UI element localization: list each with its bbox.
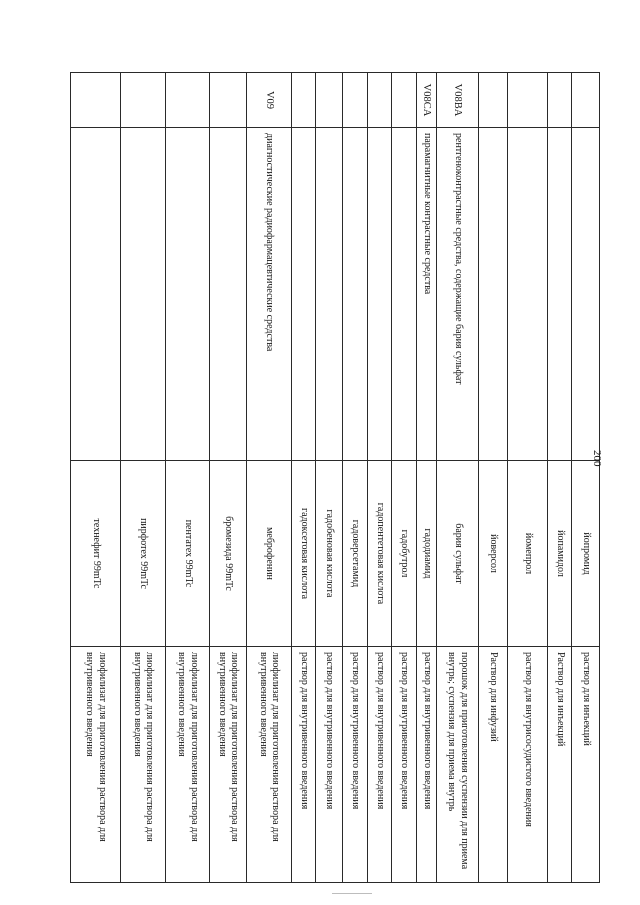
drug-name-cell: йопамидол: [548, 461, 572, 647]
dosage-form-cell: лиофилизат для приготовления раствора для внутривенного введения: [210, 647, 247, 883]
table-row: [437, 73, 479, 883]
table-row: [316, 73, 343, 883]
drug-name-cell: гадоверсетамид: [343, 461, 368, 647]
dosage-form-cell: раствор для внутрисосудистого введения: [508, 647, 548, 883]
table-row: [479, 73, 508, 883]
code-cell: [292, 73, 316, 128]
code-cell: V08CA: [417, 73, 437, 128]
table-row: [368, 73, 392, 883]
dosage-form-cell: лиофилизат для приготовления раствора для внутривенного введения: [121, 647, 166, 883]
rotated-page: [82, 72, 600, 882]
drug-name-cell: йопромид: [572, 461, 600, 647]
group-cell: [548, 128, 572, 461]
group-cell: [343, 128, 368, 461]
drug-name-cell: гадобеновая кислота: [316, 461, 343, 647]
group-cell: [392, 128, 417, 461]
drug-name-cell: бромезида 99mTc: [210, 461, 247, 647]
dosage-form-cell: раствор для инъекций: [572, 647, 600, 883]
code-cell: [121, 73, 166, 128]
dosage-form-cell: раствор для внутривенного введения: [392, 647, 417, 883]
code-cell: [479, 73, 508, 128]
code-cell: [572, 73, 600, 128]
dosage-form-cell: лиофилизат для приготовления раствора для внутривенного введения: [247, 647, 292, 883]
drug-table: [70, 72, 600, 883]
dosage-form-cell: раствор для внутривенного введения: [417, 647, 437, 883]
table-row: [417, 73, 437, 883]
drug-name-cell: меброфенин: [247, 461, 292, 647]
scan-edge-mark: [332, 893, 372, 894]
drug-name-cell: йоверсол: [479, 461, 508, 647]
drug-name-cell: гадоксетовая кислота: [292, 461, 316, 647]
code-cell: V08BA: [437, 73, 479, 128]
drug-name-cell: пирфотех 99mTc: [121, 461, 166, 647]
table-row: [572, 73, 600, 883]
drug-name-cell: бария сульфат: [437, 461, 479, 647]
group-cell: парамагнитные контрастные средства: [417, 128, 437, 461]
drug-name-cell: йомепрол: [508, 461, 548, 647]
group-cell: [71, 128, 121, 461]
table-row: [166, 73, 210, 883]
table-row: [247, 73, 292, 883]
table-row: [210, 73, 247, 883]
dosage-form-cell: порошок для приготовления суспензии для приема внутрь; суспензия для приема внутрь: [437, 647, 479, 883]
group-cell: [210, 128, 247, 461]
code-cell: [508, 73, 548, 128]
group-cell: [368, 128, 392, 461]
group-cell: рентгеноконтрастные средства, содержащие бария сульфат: [437, 128, 479, 461]
dosage-form-cell: лиофилизат для приготовления раствора для внутривенного введения: [71, 647, 121, 883]
dosage-form-cell: лиофилизат для приготовления раствора для внутривенного введения: [166, 647, 210, 883]
group-cell: [316, 128, 343, 461]
drug-name-cell: гадодиамид: [417, 461, 437, 647]
code-cell: [166, 73, 210, 128]
group-cell: диагностические радиофармацевтические средства: [247, 128, 292, 461]
drug-name-cell: гадобутрол: [392, 461, 417, 647]
group-cell: [121, 128, 166, 461]
page-number: 200: [591, 450, 603, 467]
drug-name-cell: гадопентетовая кислота: [368, 461, 392, 647]
dosage-form-cell: раствор для внутривенного введения: [368, 647, 392, 883]
table-row: [71, 73, 121, 883]
dosage-form-cell: раствор для внутривенного введения: [292, 647, 316, 883]
code-cell: V09: [247, 73, 292, 128]
dosage-form-cell: раствор для внутривенного введения: [343, 647, 368, 883]
group-cell: [292, 128, 316, 461]
table-row: [548, 73, 572, 883]
code-cell: [316, 73, 343, 128]
table-row: [508, 73, 548, 883]
code-cell: [548, 73, 572, 128]
drug-name-cell: пентатех 99mTc: [166, 461, 210, 647]
table-row: [392, 73, 417, 883]
code-cell: [210, 73, 247, 128]
drug-name-cell: технефит 99mTc: [71, 461, 121, 647]
code-cell: [71, 73, 121, 128]
group-cell: [508, 128, 548, 461]
code-cell: [343, 73, 368, 128]
code-cell: [392, 73, 417, 128]
code-cell: [368, 73, 392, 128]
table-row: [121, 73, 166, 883]
table-row: [292, 73, 316, 883]
group-cell: [572, 128, 600, 461]
dosage-form-cell: Раствор для инъекций: [548, 647, 572, 883]
drug-table-body: [71, 73, 600, 883]
dosage-form-cell: Раствор для инфузий: [479, 647, 508, 883]
group-cell: [166, 128, 210, 461]
dosage-form-cell: раствор для внутривенного введения: [316, 647, 343, 883]
group-cell: [479, 128, 508, 461]
table-row: [343, 73, 368, 883]
